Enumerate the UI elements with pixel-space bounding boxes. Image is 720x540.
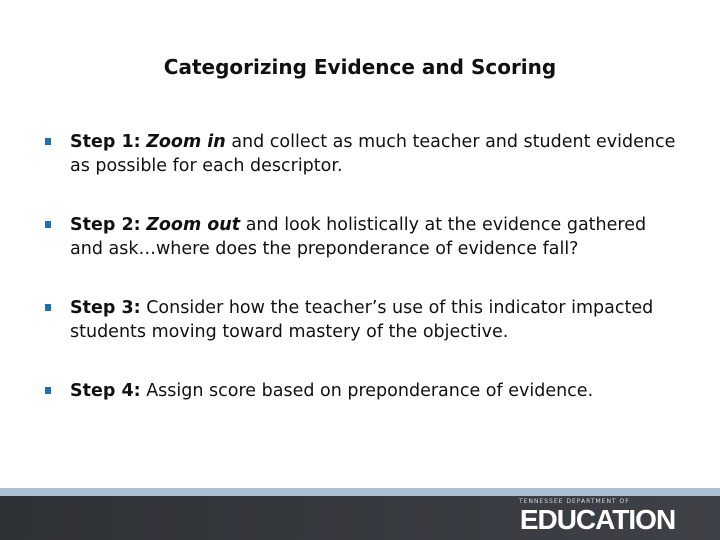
logo-subtitle: TENNESSEE DEPARTMENT OF [519,498,630,505]
bullet-icon [45,138,51,145]
step-4 [42,379,682,403]
bullet-icon [45,304,51,311]
department-logo [515,498,680,535]
step-text: Assign score based on preponderance of evidence. [140,381,594,401]
step-emphasis: Zoom out [146,215,241,235]
footer-accent-stripe [0,488,720,496]
step-1 [42,130,682,178]
step-text: and look holistically at the evidence gathered and ask…where does the preponderance of evidence fall? [70,215,647,259]
logo-wordmark: EDUCATION [519,504,676,535]
step-label: Step 3: [70,298,141,318]
step-text: and collect as much teacher and student evidence as possible for each descriptor. [70,132,676,176]
step-emphasis: Zoom in [146,132,226,152]
bullet-icon [45,221,51,228]
bullet-icon [45,387,51,394]
step-2 [42,213,682,261]
step-label: Step 4: [70,381,141,401]
slide-title: Categorizing Evidence and Scoring [163,55,557,79]
steps-list [42,130,682,403]
step-label: Step 2: [70,215,141,235]
step-text: Consider how the teacher’s use of this indicator impacted students moving toward mastery of the objective. [70,298,654,342]
step-label: Step 1: [70,132,141,152]
step-3 [42,296,682,344]
